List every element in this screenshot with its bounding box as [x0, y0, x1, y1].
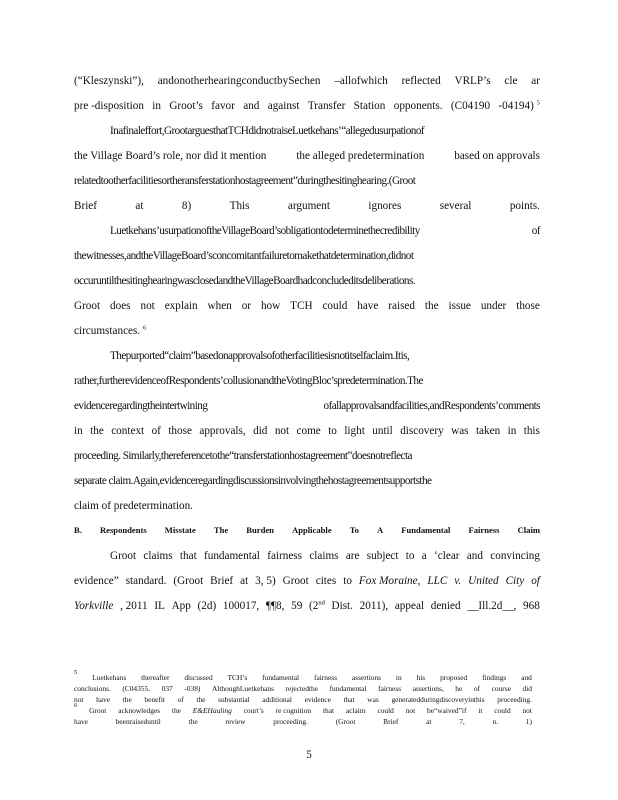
text-segment: Fox Moraine, — [358, 575, 421, 587]
text-segment: convincing — [490, 550, 540, 562]
text-segment: the Village Board’s role, nor did it mention — [74, 150, 267, 162]
text-content: rather,furtherevidenceofRespondents’collusionandtheVotingBloc’spredetermination.The — [74, 375, 423, 387]
footnote-text: in — [395, 673, 402, 682]
text-segment: to — [343, 575, 352, 587]
footnote-text: 037 — [161, 684, 173, 693]
text-segment: claims — [143, 550, 173, 562]
footnote-line — [74, 669, 532, 683]
heading-word: B. — [74, 525, 82, 535]
text-line — [110, 124, 424, 138]
footnote-text: not — [522, 706, 532, 715]
text-segment: was — [451, 425, 469, 437]
text-segment: United — [468, 575, 499, 587]
text-segment: to — [328, 425, 337, 437]
text-segment: or — [241, 300, 252, 312]
footnote-marker: 6 — [74, 702, 78, 709]
text-segment: 968 — [523, 600, 540, 612]
text-segment: (2nd — [309, 599, 325, 612]
text-content: claim of predetermination. — [74, 500, 193, 512]
text-segment: did — [253, 425, 268, 437]
text-segment: does — [110, 300, 131, 312]
footnote-line — [74, 695, 532, 705]
heading-word: To — [349, 525, 359, 535]
footnote-text: E&EHauling — [192, 706, 232, 715]
text-segment: until — [372, 425, 393, 437]
footnote-text: TCH’s — [227, 673, 248, 682]
footnote-text: Luetkehans — [92, 673, 127, 682]
text-segment: TCH — [290, 300, 313, 312]
footnote-line — [74, 702, 532, 716]
text-segment: points. — [509, 200, 540, 212]
text-segment: favor — [211, 100, 235, 112]
text-segment: VRLP’s — [454, 75, 491, 87]
text-line — [74, 424, 540, 438]
footnote-text: was — [367, 695, 379, 704]
footnote-text: n. — [492, 717, 499, 726]
footnote-line — [74, 717, 532, 727]
text-segment: ¶¶8, — [265, 600, 285, 612]
text-line — [74, 499, 193, 513]
text-segment: Brief — [210, 575, 234, 587]
text-line — [110, 349, 409, 363]
footnote-text: fundamental — [329, 684, 367, 693]
text-line — [74, 324, 146, 338]
text-segment: denied — [430, 600, 461, 612]
text-segment: claims — [309, 550, 339, 562]
text-segment: Groot — [282, 575, 309, 587]
text-segment: (Groot — [173, 575, 204, 587]
footnote-text: thereafter — [141, 673, 170, 682]
text-segment: taken — [475, 425, 501, 437]
footnote-text: generatedduringdiscoveryinthis — [391, 695, 485, 704]
text-segment: evidenceregardingtheintertwining — [74, 400, 208, 412]
text-segment: 8) — [181, 200, 192, 212]
footnote-text: fundamental — [262, 673, 300, 682]
text-segment: subject — [366, 550, 399, 562]
text-content: thewitnesses,andtheVillageBoard’sconcomitantfailuretomakethatdetermination,didnot — [74, 250, 414, 262]
text-segment: at — [240, 575, 249, 587]
text-segment: 59 — [291, 600, 303, 612]
footnote-marker: 6 — [142, 324, 147, 332]
footnote-text: additional — [262, 695, 292, 704]
footnote-text: the — [188, 717, 198, 726]
footnote-text: did — [522, 684, 532, 693]
text-line — [74, 274, 415, 288]
text-segment: of — [531, 225, 540, 237]
footnote-text: findings — [482, 673, 507, 682]
text-segment: several — [439, 200, 472, 212]
footnote-text: fairness — [378, 684, 402, 693]
heading-word: Misstate — [164, 525, 196, 535]
footnote-text: could — [494, 706, 511, 715]
heading-word: Fundamental — [401, 525, 451, 535]
section-heading — [74, 524, 540, 536]
text-segment: light — [344, 425, 365, 437]
text-content: proceeding. Similarly,thereferencetothe“transferstationhostagreement”doesnotreflecta — [74, 450, 412, 462]
text-segment: in — [74, 425, 83, 437]
footnote-text: proceeding. — [497, 695, 532, 704]
text-segment: and — [466, 550, 483, 562]
footnote-text: beenraiseduntil — [115, 717, 161, 726]
heading-word: Applicable — [292, 525, 332, 535]
text-segment: Luetkehans’usurpationoftheVillageBoard’sobligationtodeterminethecredibility — [110, 225, 420, 237]
footnote-text: assertions — [351, 673, 382, 682]
text-line — [74, 599, 540, 613]
text-segment: are — [345, 550, 360, 562]
footnote-text: not — [74, 695, 84, 704]
footnote-text: Brief — [383, 717, 399, 726]
text-segment: and — [243, 100, 260, 112]
text-segment: pre -disposition — [74, 100, 144, 112]
text-segment: raised — [388, 300, 415, 312]
footnote-text: that — [343, 695, 355, 704]
text-segment: Brief — [74, 200, 97, 212]
heading-word: Fairness — [468, 525, 500, 535]
text-segment: the — [424, 300, 439, 312]
text-segment: argument — [287, 200, 330, 212]
text-segment: Groot — [110, 550, 137, 562]
text-segment: standard. — [125, 575, 167, 587]
footnote-text: course — [491, 684, 511, 693]
text-line — [74, 374, 423, 388]
text-segment: at — [135, 200, 144, 212]
text-segment: (C04190 — [450, 100, 491, 112]
text-segment: andonotherhearingconductbySechen — [157, 75, 321, 87]
text-content: Inafinaleffort,GrootarguesthatTCHdidnotraiseLuetkehans’“allegedusurpationof — [110, 125, 425, 137]
footnote-marker: 5 — [536, 99, 540, 107]
footnote-text: rejectedthe — [285, 684, 318, 693]
text-segment: that — [179, 550, 197, 562]
heading-word: Claim — [517, 525, 540, 535]
footnote-text: be“waived”if — [427, 706, 467, 715]
footnote-line — [74, 684, 532, 694]
footnote-text: the — [196, 695, 206, 704]
footnote-text: of — [473, 684, 481, 693]
text-segment: fundamental — [204, 550, 260, 562]
text-segment: to — [405, 550, 415, 562]
text-segment: context — [111, 425, 145, 437]
footnote-text: 7, — [459, 717, 465, 726]
text-segment: could — [322, 300, 348, 312]
text-segment: ignores — [368, 200, 402, 212]
text-segment: LLC — [427, 575, 448, 587]
footnote-text: could — [377, 706, 394, 715]
text-segment: Yorkville — [74, 600, 114, 612]
text-segment: approvals, — [199, 425, 246, 437]
text-segment: cle — [504, 75, 518, 87]
text-segment: Groot — [74, 300, 101, 312]
text-segment: have — [357, 300, 379, 312]
text-segment: __Ill.2d__, — [467, 600, 517, 612]
footnote-text: have — [74, 717, 88, 726]
text-segment: this — [523, 425, 540, 437]
text-segment: Transfer — [307, 100, 346, 112]
footnote-text: the — [171, 706, 181, 715]
text-line — [74, 74, 540, 88]
text-segment: under — [480, 300, 507, 312]
text-segment: explain — [164, 300, 198, 312]
text-segment: Station — [353, 100, 386, 112]
text-segment: v. — [454, 575, 462, 587]
text-segment: –allofwhich — [334, 75, 388, 87]
footnote-text: at — [426, 717, 432, 726]
page-number: 5 — [306, 749, 312, 761]
footnote-text: court’s — [243, 706, 264, 715]
text-segment: opponents. — [393, 100, 443, 112]
text-segment: , 2011 — [120, 600, 148, 612]
footnote-text: -038) — [184, 684, 201, 693]
footnote-text: 1) — [525, 717, 532, 726]
text-segment: appeal — [394, 600, 425, 612]
footnote-marker: 5 — [74, 669, 78, 676]
footnote-text: substantial — [218, 695, 250, 704]
text-content: separate claim.Again,evidenceregardingdiscussionsinvolvingthehostagreementsupportsthe — [74, 475, 432, 487]
heading-word: A — [376, 525, 384, 535]
text-segment: App — [171, 600, 191, 612]
footnote-text: he — [455, 684, 463, 693]
text-line — [74, 299, 540, 313]
text-segment: come — [296, 425, 321, 437]
text-segment: ar — [531, 75, 540, 87]
text-segment: of — [151, 425, 161, 437]
footnote-text: have — [96, 695, 111, 704]
text-segment: 3, 5) — [255, 575, 276, 587]
text-line — [74, 99, 540, 113]
text-segment: cites — [315, 575, 337, 587]
text-segment: 2011), — [359, 600, 389, 612]
text-content: circumstances. — [74, 325, 141, 337]
text-segment: against — [267, 100, 300, 112]
footnote-text: (C04355. — [122, 684, 151, 693]
text-segment: ofallapprovalsandfacilities,andRespondents’comments — [323, 400, 540, 412]
text-segment: IL — [154, 600, 165, 612]
text-content: occuruntilthesitinghearingwasclosedandtheVillageBoardhadconcludeditsdeliberations. — [74, 275, 416, 287]
footnote-text: proposed — [440, 673, 468, 682]
text-segment: Dist. — [331, 600, 353, 612]
footnote-text: his — [416, 673, 426, 682]
text-line — [110, 549, 540, 563]
text-line — [74, 149, 540, 163]
footnote-text: fairness — [314, 673, 337, 682]
text-segment: based on approvals — [454, 150, 540, 162]
footnote-text: conclusions. — [74, 684, 111, 693]
footnote-text: (Groot — [335, 717, 356, 726]
footnote-text: assertions, — [412, 684, 444, 693]
text-segment: ‘clear — [434, 550, 460, 562]
text-segment: fairness — [267, 550, 303, 562]
heading-word: The — [213, 525, 229, 535]
text-segment: those — [516, 300, 540, 312]
text-line — [74, 574, 540, 588]
heading-word: Burden — [246, 525, 274, 535]
text-segment: how — [260, 300, 281, 312]
footnote-text: that — [322, 706, 335, 715]
text-line — [74, 449, 412, 463]
text-segment: (2d) — [197, 600, 217, 612]
text-segment: reflected — [401, 75, 441, 87]
footnote-text: proceeding. — [273, 717, 308, 726]
text-segment: evidence” — [74, 575, 119, 587]
text-segment: when — [207, 300, 232, 312]
text-line — [74, 399, 540, 413]
footnote-text: it — [478, 706, 483, 715]
heading-word: Respondents — [99, 525, 147, 535]
text-segment: the — [90, 425, 104, 437]
footnote-text: benefit — [144, 695, 165, 704]
footnote-text: the — [122, 695, 132, 704]
text-segment: not — [274, 425, 290, 437]
text-segment: City — [505, 575, 525, 587]
text-line — [74, 174, 415, 188]
text-line — [110, 224, 540, 238]
footnote-text: and — [521, 673, 532, 682]
footnote-text: re cognition — [275, 706, 312, 715]
text-segment: This — [229, 200, 250, 212]
text-line — [74, 249, 413, 263]
text-segment: -04194) $^5$ — [498, 99, 540, 112]
footnote-text: aclaim — [345, 706, 366, 715]
footnote-text: Groot — [89, 706, 107, 715]
footnote-text: AlthoughLuetkehans — [211, 684, 274, 693]
text-segment: (“Kleszynski”), — [74, 75, 144, 87]
text-segment: in — [152, 100, 161, 112]
text-line — [74, 474, 431, 488]
text-segment: issue — [448, 300, 471, 312]
footnote-text: of — [177, 695, 184, 704]
footnote-text: not — [405, 706, 416, 715]
text-segment: a — [421, 550, 427, 562]
footnote-text: acknowledges — [118, 706, 161, 715]
footnote-text: review — [225, 717, 246, 726]
text-segment: not — [140, 300, 155, 312]
text-segment: Groot’s — [169, 100, 203, 112]
text-content: relatedtootherfacilitiesortheransferstationhostagreement”duringthesitinghearing.(Groot — [74, 175, 416, 187]
text-segment: those — [168, 425, 192, 437]
text-segment: of — [531, 575, 540, 587]
text-content: Thepurported“claim”basedonapprovalsofotherfacilitiesisnotitselfaclaim.Itis, — [110, 350, 410, 362]
text-segment: the alleged predetermination — [296, 150, 425, 162]
text-segment: in — [507, 425, 517, 437]
text-segment: discovery — [400, 425, 444, 437]
text-line — [74, 199, 540, 213]
footnote-text: evidence — [304, 695, 331, 704]
footnote-text: discussed — [184, 673, 213, 682]
text-segment: 100017, — [222, 600, 260, 612]
